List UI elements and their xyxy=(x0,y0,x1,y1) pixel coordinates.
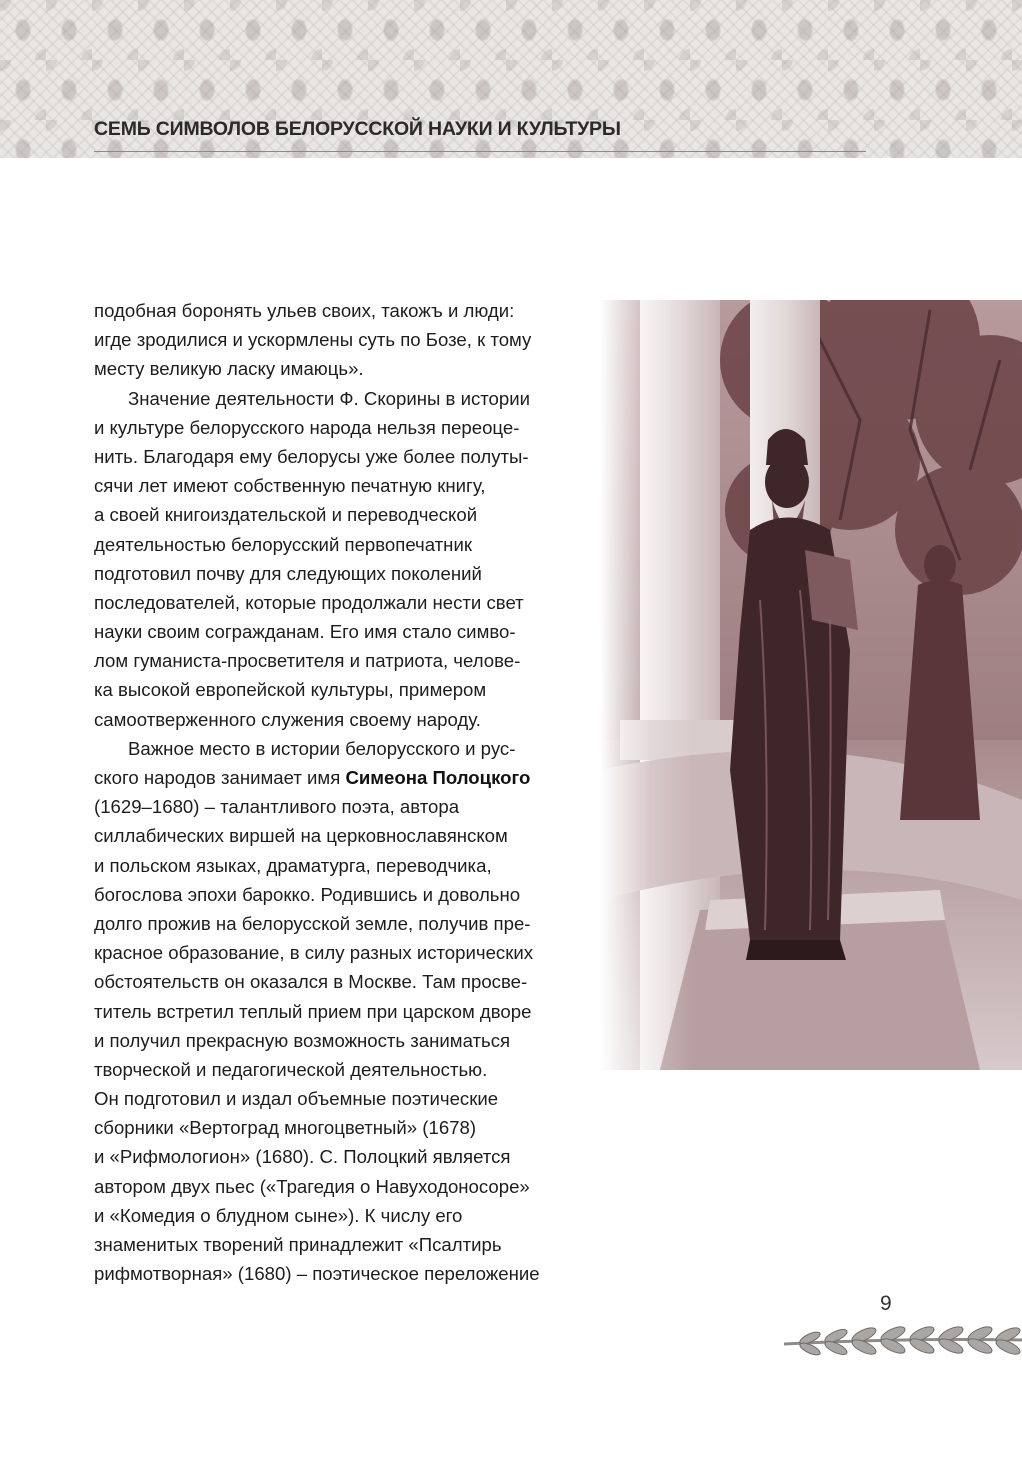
text-line: нить. Благодаря ему белорусы уже более полуты- xyxy=(94,445,529,467)
running-header-title: СЕМЬ СИМВОЛОВ БЕЛОРУССКОЙ НАУКИ И КУЛЬТУРЫ xyxy=(94,118,621,140)
page-number: 9 xyxy=(880,1292,892,1315)
text-line: деятельностью белорусский первопечатник xyxy=(94,533,472,555)
text-line: и получил прекрасную возможность заниматься xyxy=(94,1029,511,1051)
text-line: подобная боронять ульев своих, такожъ и люди: xyxy=(94,300,515,321)
text-line: богослова эпохи барокко. Родившись и довольно xyxy=(94,883,521,905)
text-fragment: ского народов занимает имя xyxy=(94,767,346,788)
text-line: игде зродилися и ускормлены суть по Бозе, к тому xyxy=(94,329,532,351)
text-line: науки своим согражданам. Его имя стало симво- xyxy=(94,621,516,643)
text-line: силлабических виршей на церковнославянском xyxy=(94,825,508,847)
text-line: а своей книгоиздательской и переводческой xyxy=(94,504,478,526)
monument-photo-illustration xyxy=(600,300,1022,1070)
text-line: сячи лет имеют собственную печатную книгу, xyxy=(94,475,486,497)
text-line: и «Комедия о блудном сыне»). К числу его xyxy=(94,1204,463,1226)
text-line: последователей, которые продолжали нести свет xyxy=(94,591,524,613)
text-line: знаменитых творений принадлежит «Псалтирь xyxy=(94,1234,502,1255)
highlighted-name: Симеона Полоцкого xyxy=(345,767,531,788)
body-text xyxy=(94,296,604,1288)
text-line xyxy=(94,763,604,792)
wheat-ear-ornament xyxy=(780,1318,1022,1368)
header-divider xyxy=(94,151,866,152)
text-line: ка высокой европейской культуры, примером xyxy=(94,679,487,701)
wheat-ear-icon xyxy=(780,1318,1022,1368)
monument-photo xyxy=(600,300,1022,1070)
text-line: Значение деятельности Ф. Скорины в истории xyxy=(128,387,531,409)
text-line: красное образование, в силу разных исторических xyxy=(94,942,534,964)
text-line: и культуре белорусского народа нельзя переоце- xyxy=(94,416,520,438)
text-line: долго прожив на белорусской земле, получив пре- xyxy=(94,912,531,934)
text-line: рифмотворная» (1680) – поэтическое переложение xyxy=(94,1263,540,1285)
text-line: (1629–1680) – талантливого поэта, автора xyxy=(94,796,460,818)
text-line: сборники «Вертоград многоцветный» (1678) xyxy=(94,1117,477,1139)
text-line: титель встретил теплый прием при царском дворе xyxy=(94,1000,532,1022)
text-line: подготовил почву для следующих поколений xyxy=(94,562,482,584)
text-line: и «Рифмологион» (1680). С. Полоцкий является xyxy=(94,1146,511,1168)
text-line: и польском языках, драматурга, переводчика, xyxy=(94,854,492,876)
text-line: Он подготовил и издал объемные поэтические xyxy=(94,1088,499,1110)
text-line: самоотверженного служения своему народу. xyxy=(94,708,481,730)
text-line: месту великую ласку имаюць». xyxy=(94,358,364,380)
text-line: обстоятельств он оказался в Москве. Там просве- xyxy=(94,971,528,993)
text-line: автором двух пьес («Трагедия о Навуходоносоре» xyxy=(94,1175,530,1197)
text-line: Важное место в истории белорусского и рус- xyxy=(128,737,516,759)
text-line: творческой и педагогической деятельностью. xyxy=(94,1058,488,1080)
text-line: лом гуманиста-просветителя и патриота, челове- xyxy=(94,650,521,672)
